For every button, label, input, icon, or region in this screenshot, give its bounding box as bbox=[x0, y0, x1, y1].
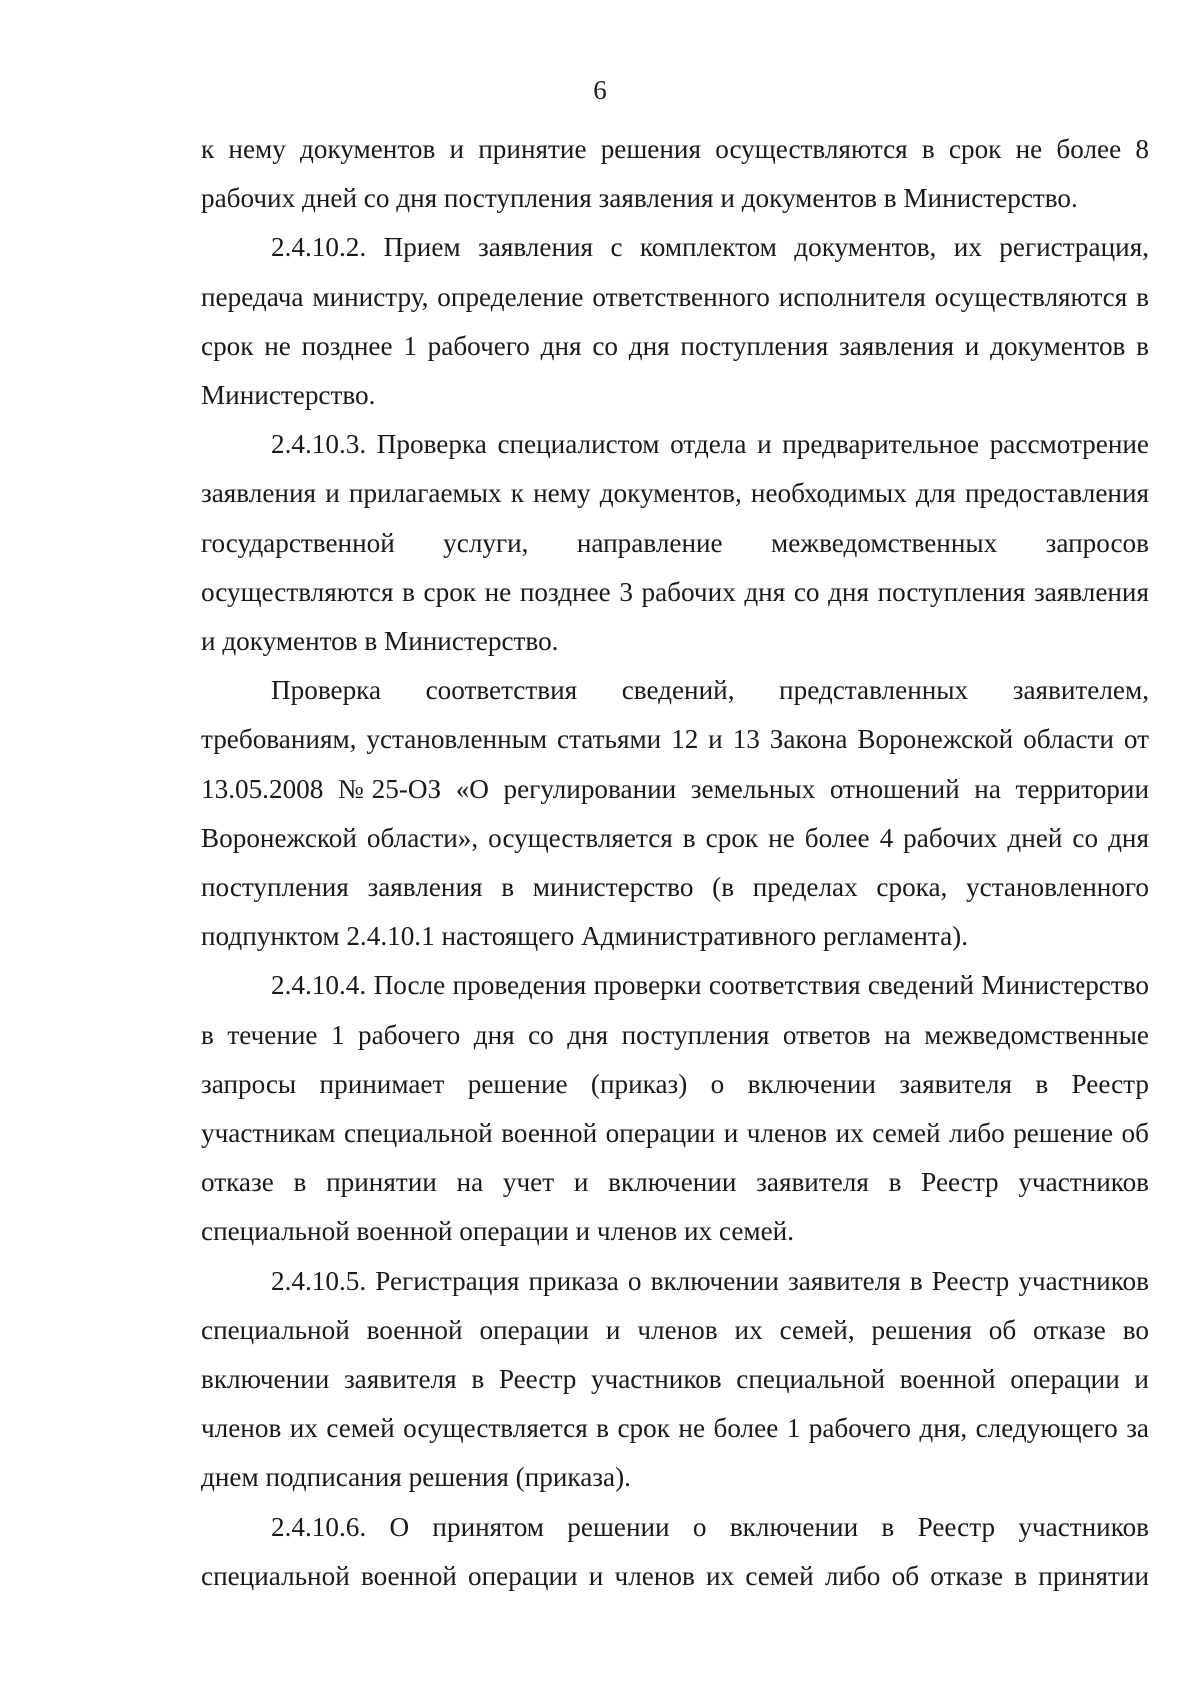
paragraph-2-4-10-2: 2.4.10.2. Прием заявления с комплектом документов, их регистрация, передача министру, определение ответственного исполнителя осуществляются в срок не позднее 1 рабочего дня со дня поступления заявления и документов в Министерство. bbox=[201, 232, 1149, 411]
paragraph-2-4-10-6: 2.4.10.6. О принятом решении о включении в Реестр участников специальной военной операции и членов их семей либо об отказе в принятии bbox=[201, 1511, 1149, 1591]
paragraph-2-4-10-3: 2.4.10.3. Проверка специалистом отдела и предварительное рассмотрение заявления и прилагаемых к нему документов, необходимых для предоставления государственной услуги, направление межведомственных запросов осуществляются в срок не позднее 3 рабочих дня со дня поступления заявления и документов в Министерство. bbox=[201, 429, 1149, 657]
document-body bbox=[201, 125, 1149, 1601]
page-number: 6 bbox=[593, 75, 607, 105]
paragraph-2-4-10-4: 2.4.10.4. После проведения проверки соответствия сведений Министерство в течение 1 рабочего дня со дня поступления ответов на межведомственные запросы принимает решение (приказ) о включении заявителя в Реестр участникам специальной военной операции и членов их семей либо решение об отказе в принятии на учет и включении заявителя в Реестр участников специальной военной операции и членов их семей. bbox=[201, 970, 1149, 1247]
paragraph-continuation: к нему документов и принятие решения осуществляются в срок не более 8 рабочих дней со дня поступления заявления и документов в Министерство. bbox=[201, 134, 1149, 214]
paragraph-2-4-10-5: 2.4.10.5. Регистрация приказа о включении заявителя в Реестр участников специальной военной операции и членов их семей, решения об отказе во включении заявителя в Реестр участников специальной военной операции и членов их семей осуществляется в срок не более 1 рабочего дня, следующего за днем подписания решения (приказа). bbox=[201, 1265, 1149, 1493]
paragraph-verification: Проверка соответствия сведений, представленных заявителем, требованиям, установленным статьями 12 и 13 Закона Воронежской области от 13.05.2008 №25-ОЗ «О регулировании земельных отношений на территории Воронежской области», осуществляется в срок не более 4 рабочих дней со дня поступления заявления в министерство (в пределах срока, установленного подпунктом 2.4.10.1 настоящего Административного регламента). bbox=[201, 675, 1149, 952]
